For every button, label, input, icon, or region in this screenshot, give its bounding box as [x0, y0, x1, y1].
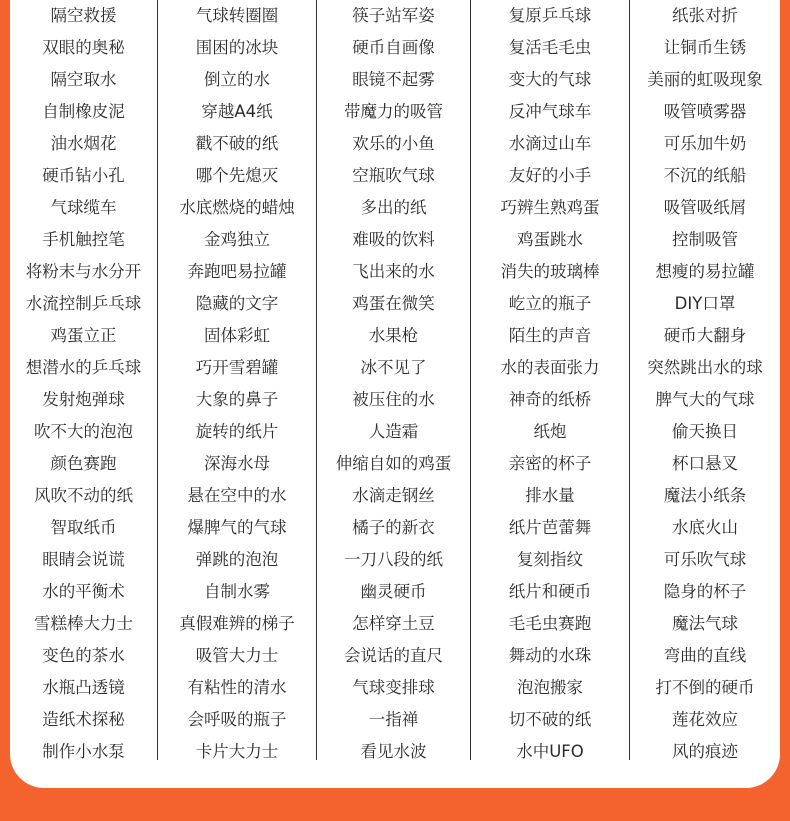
experiment-item: 复原乒乓球	[508, 6, 592, 25]
experiment-item: 会说话的直尺	[344, 646, 443, 665]
experiment-item: 排水量	[525, 486, 575, 505]
experiment-item: 自制橡皮泥	[42, 102, 125, 121]
experiment-item: 穿越A4纸	[201, 102, 273, 121]
experiment-item: 看见水波	[360, 742, 427, 761]
experiment-item: 魔法气球	[672, 614, 738, 633]
experiment-item: 可乐加牛奶	[663, 134, 747, 153]
experiment-column-5	[629, 0, 780, 760]
experiment-item: 水底燃烧的蜡烛	[179, 198, 295, 217]
experiment-column-1	[10, 0, 157, 760]
experiment-item: 飞出来的水	[352, 262, 435, 281]
experiment-item: 制作小水泵	[42, 742, 125, 761]
experiment-item: 变色的茶水	[42, 646, 125, 665]
experiment-item: 鸡蛋跳水	[517, 230, 583, 249]
experiment-item: 消失的玻璃棒	[500, 262, 600, 281]
experiment-item: 吹不大的泡泡	[34, 422, 133, 441]
experiment-item: 杯口悬叉	[672, 454, 738, 473]
experiment-item: 戳不破的纸	[195, 134, 279, 153]
experiment-item: 鸡蛋立正	[50, 326, 117, 345]
experiment-item: 魔法小纸条	[663, 486, 747, 505]
experiment-item: 复活毛毛虫	[508, 38, 592, 57]
experiment-item: 吸管大力士	[195, 646, 279, 665]
experiment-item: 爆脾气的气球	[187, 518, 287, 537]
experiment-item: 将粉末与水分开	[25, 262, 142, 281]
experiment-item: 纸片芭蕾舞	[508, 518, 592, 537]
experiment-item: 硬币大翻身	[663, 326, 747, 345]
experiment-item: 水瓶凸透镜	[42, 678, 125, 697]
experiment-item: 双眼的奥秘	[42, 38, 125, 57]
experiment-item: 隐身的杯子	[663, 582, 747, 601]
experiment-item: 弯曲的直线	[663, 646, 747, 665]
experiment-item: 毛毛虫赛跑	[508, 614, 592, 633]
experiment-item: 隐藏的文字	[195, 294, 279, 313]
experiment-item: 悬在空中的水	[187, 486, 287, 505]
experiment-item: 亲密的杯子	[508, 454, 592, 473]
experiment-item: 神奇的纸桥	[508, 390, 592, 409]
experiment-item: 水中UFO	[516, 742, 584, 761]
experiment-item: 幽灵硬币	[360, 582, 427, 601]
experiment-item: 智取纸币	[50, 518, 117, 537]
experiment-item: 难吸的饮料	[352, 230, 435, 249]
experiment-item: 可乐吹气球	[663, 550, 747, 569]
experiment-item: 手机触控笔	[42, 230, 125, 249]
experiment-item: 空瓶吹气球	[352, 166, 435, 185]
experiment-item: 金鸡独立	[204, 230, 270, 249]
experiment-item: 想潜水的乒乓球	[25, 358, 142, 377]
experiment-item: 眼镜不起雾	[352, 70, 435, 89]
experiment-item: 会呼吸的瓶子	[187, 710, 287, 729]
experiment-item: 伸缩自如的鸡蛋	[335, 454, 452, 473]
experiment-column-2	[157, 0, 316, 760]
experiment-item: 人造霜	[368, 422, 419, 441]
experiment-item: 不沉的纸船	[663, 166, 747, 185]
experiment-item: 欢乐的小鱼	[352, 134, 435, 153]
experiment-item: 被压住的水	[352, 390, 435, 409]
experiment-item: 舞动的水珠	[508, 646, 592, 665]
experiment-item: 水的平衡术	[42, 582, 125, 601]
experiment-item: 偷天换日	[672, 422, 738, 441]
experiment-item: 一指禅	[368, 710, 419, 729]
experiment-item: 水的表面张力	[500, 358, 600, 377]
experiment-item: 哪个先熄灭	[195, 166, 279, 185]
experiment-item: 变大的气球	[508, 70, 592, 89]
experiment-item: 陌生的声音	[508, 326, 592, 345]
experiment-item: 自制水雾	[204, 582, 270, 601]
experiment-item: 卡片大力士	[195, 742, 279, 761]
experiment-item: 气球变排球	[352, 678, 435, 697]
experiment-item: 气球转圈圈	[195, 6, 279, 25]
experiment-item: 硬币钻小孔	[42, 166, 125, 185]
experiment-item: 友好的小手	[508, 166, 592, 185]
experiment-item: 一刀八段的纸	[344, 550, 443, 569]
experiment-column-3	[316, 0, 470, 760]
experiment-item: 筷子站军姿	[352, 6, 435, 25]
experiment-item: 纸张对折	[672, 6, 738, 25]
experiment-item: 隔空救援	[50, 6, 117, 25]
experiment-item: 油水烟花	[50, 134, 117, 153]
experiment-item: 风的痕迹	[672, 742, 738, 761]
experiment-item: 固体彩虹	[204, 326, 270, 345]
experiment-item: 美丽的虹吸现象	[647, 70, 763, 89]
experiment-item: 颜色赛跑	[50, 454, 117, 473]
experiment-item: 巧开雪碧罐	[195, 358, 279, 377]
experiment-item: 有粘性的清水	[187, 678, 287, 697]
experiment-item: 纸炮	[533, 422, 567, 441]
experiment-item: 吸管吸纸屑	[663, 198, 747, 217]
experiment-item: 纸片和硬币	[508, 582, 592, 601]
experiment-item: 气球缆车	[50, 198, 117, 217]
experiment-item: 眼睛会说谎	[42, 550, 125, 569]
experiment-item: 莲花效应	[672, 710, 738, 729]
experiment-list-card	[10, 0, 780, 788]
experiment-item: 旋转的纸片	[195, 422, 279, 441]
experiment-item: 大象的鼻子	[195, 390, 279, 409]
experiment-item: DIY口罩	[674, 294, 736, 313]
experiment-item: 让铜币生锈	[663, 38, 747, 57]
experiment-item: 水滴过山车	[508, 134, 592, 153]
experiment-item: 隔空取水	[50, 70, 117, 89]
experiment-item: 脾气大的气球	[655, 390, 755, 409]
experiment-item: 反冲气球车	[508, 102, 592, 121]
experiment-item: 鸡蛋在微笑	[352, 294, 435, 313]
experiment-item: 复刻指纹	[517, 550, 583, 569]
experiment-item: 水底火山	[672, 518, 738, 537]
experiment-item: 带魔力的吸管	[344, 102, 443, 121]
experiment-item: 深海水母	[204, 454, 270, 473]
experiment-item: 弹跳的泡泡	[195, 550, 279, 569]
experiment-item: 倒立的水	[204, 70, 270, 89]
experiment-item: 怎样穿土豆	[352, 614, 435, 633]
experiment-item: 水滴走钢丝	[352, 486, 435, 505]
experiment-grid	[10, 0, 780, 760]
experiment-item: 雪糕棒大力士	[34, 614, 133, 633]
experiment-item: 橘子的新衣	[352, 518, 435, 537]
experiment-item: 造纸术探秘	[42, 710, 125, 729]
experiment-item: 奔跑吧易拉罐	[187, 262, 287, 281]
experiment-item: 风吹不动的纸	[34, 486, 133, 505]
experiment-item: 水流控制乒乓球	[25, 294, 142, 313]
experiment-item: 围困的冰块	[195, 38, 279, 57]
experiment-column-4	[470, 0, 629, 760]
experiment-item: 真假难辨的梯子	[179, 614, 295, 633]
experiment-item: 控制吸管	[672, 230, 738, 249]
experiment-item: 切不破的纸	[508, 710, 592, 729]
experiment-item: 巧辨生熟鸡蛋	[500, 198, 600, 217]
experiment-item: 冰不见了	[360, 358, 427, 377]
experiment-item: 发射炮弹球	[42, 390, 125, 409]
experiment-item: 屹立的瓶子	[508, 294, 592, 313]
experiment-item: 吸管喷雾器	[663, 102, 747, 121]
experiment-item: 多出的纸	[360, 198, 427, 217]
experiment-item: 泡泡搬家	[517, 678, 583, 697]
experiment-item: 突然跳出水的球	[647, 358, 763, 377]
experiment-item: 想瘦的易拉罐	[655, 262, 755, 281]
experiment-item: 打不倒的硬币	[655, 678, 755, 697]
experiment-item: 硬币自画像	[352, 38, 435, 57]
experiment-item: 水果枪	[368, 326, 419, 345]
